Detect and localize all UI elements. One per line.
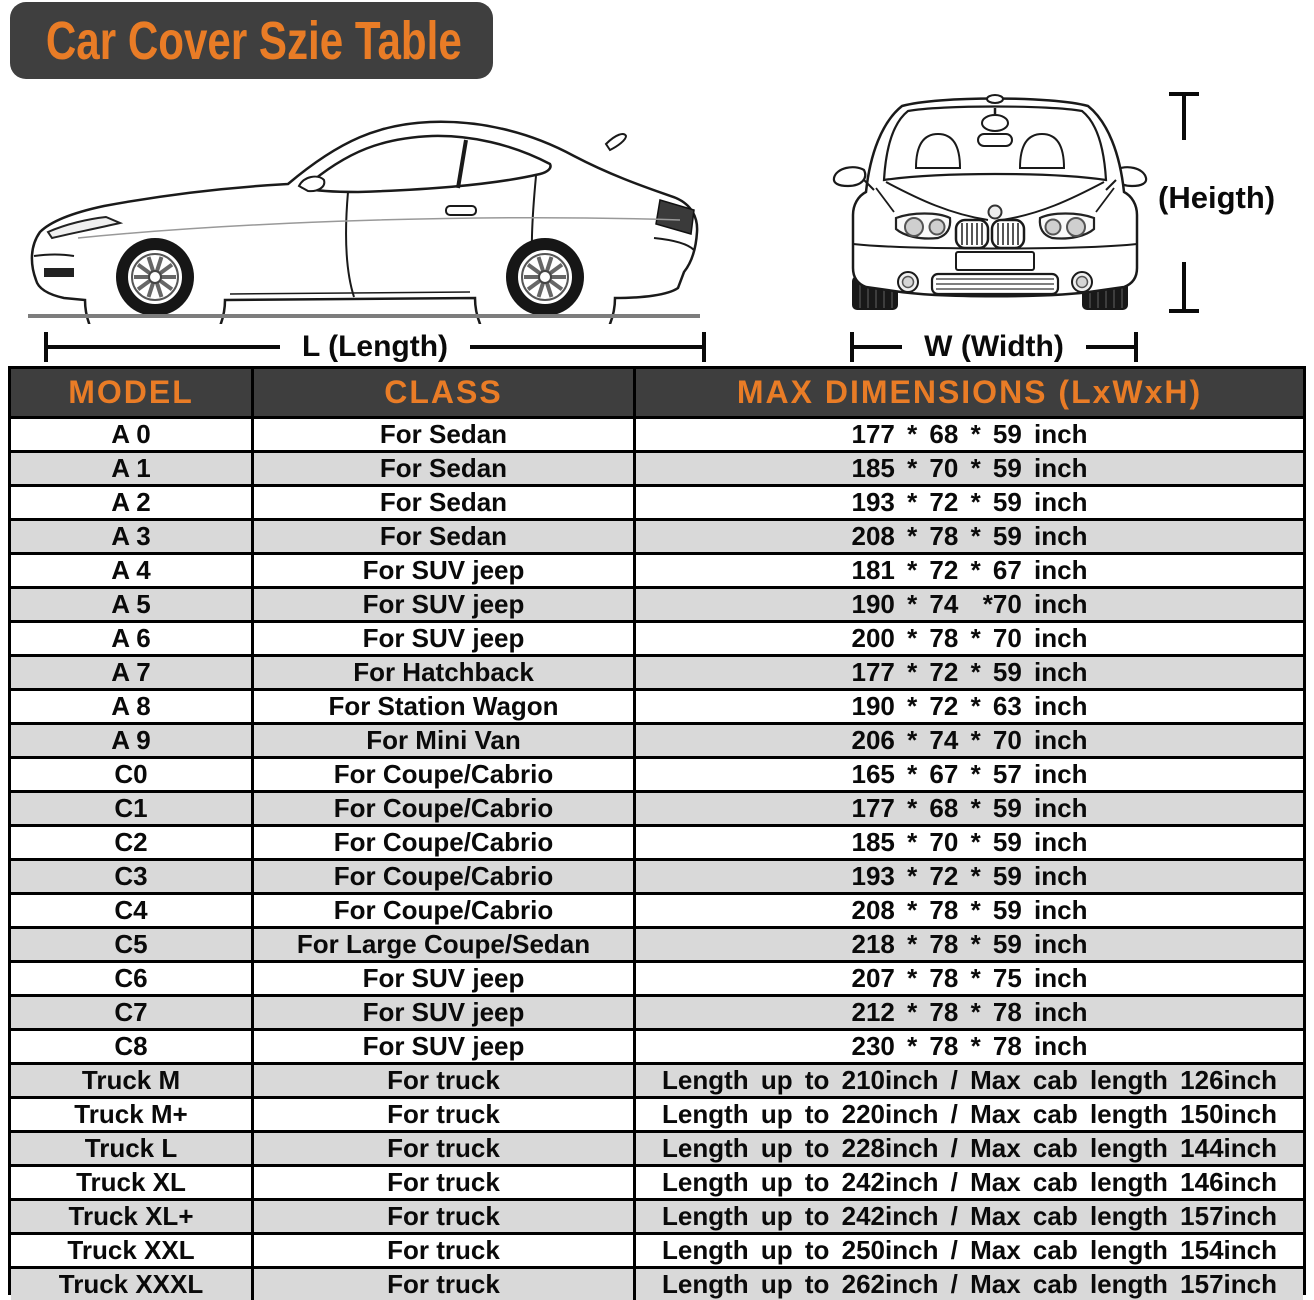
cell-model: A 0 xyxy=(111,419,151,449)
cell-model: C8 xyxy=(114,1031,148,1061)
table-row xyxy=(11,1062,1303,1096)
cell-dimensions: Length up to 250inch / Max cab length 154inch xyxy=(633,1235,1303,1266)
cell-dimensions: 177 * 72 * 59 inch xyxy=(633,657,1303,688)
cell-class: For Sedan xyxy=(251,419,633,450)
cell-class: For truck xyxy=(251,1099,633,1130)
table-row xyxy=(11,1198,1303,1232)
cell-model: A 6 xyxy=(111,623,151,653)
cell-model: A 3 xyxy=(111,521,151,551)
cell-dimensions: Length up to 262inch / Max cab length 157inch xyxy=(633,1269,1303,1300)
width-dimension-marker xyxy=(850,331,1138,363)
cell-class: For Large Coupe/Sedan xyxy=(251,929,633,960)
cell-dimensions: 230 * 78 * 78 inch xyxy=(633,1031,1303,1062)
table-row xyxy=(11,586,1303,620)
cell-model: A 9 xyxy=(111,725,151,755)
page-title: Car Cover Szie Table xyxy=(45,10,462,71)
cell-class: For Sedan xyxy=(251,453,633,484)
cell-class: For truck xyxy=(251,1269,633,1300)
cell-dimensions: 207 * 78 * 75 inch xyxy=(633,963,1303,994)
cell-class: For SUV jeep xyxy=(251,589,633,620)
cell-class: For truck xyxy=(251,1235,633,1266)
cell-class: For SUV jeep xyxy=(251,1031,633,1062)
cell-model: Truck L xyxy=(84,1133,178,1163)
table-header-row xyxy=(11,369,1303,419)
cell-class: For truck xyxy=(251,1065,633,1096)
car-side-view-illustration xyxy=(18,88,708,324)
cell-dimensions: 208 * 78 * 59 inch xyxy=(633,521,1303,552)
cell-model: C6 xyxy=(114,963,148,993)
cell-dimensions: Length up to 242inch / Max cab length 157inch xyxy=(633,1201,1303,1232)
table-row xyxy=(11,824,1303,858)
table-row xyxy=(11,790,1303,824)
cell-model: Truck XL xyxy=(76,1167,186,1197)
cell-dimensions: 212 * 78 * 78 inch xyxy=(633,997,1303,1028)
car-dimensions-diagram xyxy=(0,80,1314,366)
cell-model: A 7 xyxy=(111,657,151,687)
dimension-line xyxy=(1182,262,1186,310)
height-label: (Heigth) xyxy=(1158,180,1276,215)
table-row xyxy=(11,1232,1303,1266)
table-row xyxy=(11,552,1303,586)
dimension-tick xyxy=(702,332,706,362)
table-row xyxy=(11,484,1303,518)
cell-dimensions: Length up to 228inch / Max cab length 144inch xyxy=(633,1133,1303,1164)
cell-class: For Coupe/Cabrio xyxy=(251,895,633,926)
cell-class: For SUV jeep xyxy=(251,623,633,654)
cell-dimensions: 193 * 72 * 59 inch xyxy=(633,487,1303,518)
cell-model: C2 xyxy=(114,827,148,857)
cell-dimensions: 218 * 78 * 59 inch xyxy=(633,929,1303,960)
table-row xyxy=(11,994,1303,1028)
cell-class: For truck xyxy=(251,1133,633,1164)
size-table xyxy=(8,366,1306,1299)
cell-dimensions: 200 * 78 * 70 inch xyxy=(633,623,1303,654)
cell-class: For Coupe/Cabrio xyxy=(251,861,633,892)
cell-dimensions: 208 * 78 * 59 inch xyxy=(633,895,1303,926)
dimension-tick xyxy=(1169,309,1199,313)
dimension-line xyxy=(1182,92,1186,140)
cell-model: Truck XL+ xyxy=(68,1201,194,1231)
cell-dimensions: 177 * 68 * 59 inch xyxy=(633,793,1303,824)
cell-model: Truck M+ xyxy=(74,1099,188,1129)
cell-class: For SUV jeep xyxy=(251,555,633,586)
table-row xyxy=(11,858,1303,892)
cell-model: C0 xyxy=(114,759,148,789)
cell-class: For SUV jeep xyxy=(251,997,633,1028)
cell-model: A 5 xyxy=(111,589,151,619)
cell-class: For Sedan xyxy=(251,487,633,518)
table-row xyxy=(11,620,1303,654)
cell-model: Truck XXL xyxy=(67,1235,195,1265)
cell-model: A 8 xyxy=(111,691,151,721)
table-row xyxy=(11,419,1303,450)
width-label: W (Width) xyxy=(924,330,1064,363)
table-row xyxy=(11,926,1303,960)
table-row xyxy=(11,892,1303,926)
cell-model: A 4 xyxy=(111,555,151,585)
cell-class: For Coupe/Cabrio xyxy=(251,793,633,824)
cell-dimensions: 185 * 70 * 59 inch xyxy=(633,453,1303,484)
table-row xyxy=(11,450,1303,484)
table-row xyxy=(11,722,1303,756)
dimension-line xyxy=(854,345,902,349)
length-dimension-marker xyxy=(44,331,706,363)
table-row xyxy=(11,1028,1303,1062)
cell-dimensions: Length up to 210inch / Max cab length 126inch xyxy=(633,1065,1303,1096)
cell-model: C3 xyxy=(114,861,148,891)
length-label: L (Length) xyxy=(301,330,449,363)
cell-dimensions: 190 * 74 *70 inch xyxy=(633,589,1303,620)
cell-model: A 1 xyxy=(111,453,151,483)
cell-model: Truck XXXL xyxy=(58,1269,204,1299)
cell-model: C4 xyxy=(114,895,148,925)
cell-class: For Coupe/Cabrio xyxy=(251,759,633,790)
cell-dimensions: 177 * 68 * 59 inch xyxy=(633,419,1303,450)
column-header-model: MODEL xyxy=(68,374,194,410)
cell-class: For truck xyxy=(251,1167,633,1198)
table-row xyxy=(11,960,1303,994)
table-row xyxy=(11,1130,1303,1164)
cell-dimensions: 165 * 67 * 57 inch xyxy=(633,759,1303,790)
ground-line xyxy=(28,314,700,318)
column-header-class: CLASS xyxy=(251,369,633,416)
title-banner xyxy=(10,2,493,79)
cell-dimensions: 193 * 72 * 59 inch xyxy=(633,861,1303,892)
table-row xyxy=(11,518,1303,552)
cell-model: C5 xyxy=(114,929,148,959)
cell-model: A 2 xyxy=(111,487,151,517)
cell-dimensions: 181 * 72 * 67 inch xyxy=(633,555,1303,586)
cell-model: C1 xyxy=(114,793,148,823)
car-front-view-illustration xyxy=(820,82,1160,318)
cell-class: For Station Wagon xyxy=(251,691,633,722)
cell-class: For Mini Van xyxy=(251,725,633,756)
cell-class: For truck xyxy=(251,1201,633,1232)
dimension-tick xyxy=(1134,332,1138,362)
cell-dimensions: 185 * 70 * 59 inch xyxy=(633,827,1303,858)
cell-class: For Hatchback xyxy=(251,657,633,688)
cell-class: For SUV jeep xyxy=(251,963,633,994)
dimension-line xyxy=(48,345,280,349)
table-row xyxy=(11,1096,1303,1130)
cell-dimensions: 190 * 72 * 63 inch xyxy=(633,691,1303,722)
table-body xyxy=(11,419,1303,1300)
table-row xyxy=(11,688,1303,722)
cell-dimensions: Length up to 220inch / Max cab length 150inch xyxy=(633,1099,1303,1130)
column-header-max-dimensions: MAX DIMENSIONS (LxWxH) xyxy=(633,369,1303,416)
table-row xyxy=(11,1164,1303,1198)
cell-dimensions: Length up to 242inch / Max cab length 146inch xyxy=(633,1167,1303,1198)
cell-class: For Sedan xyxy=(251,521,633,552)
cell-class: For Coupe/Cabrio xyxy=(251,827,633,858)
dimension-line xyxy=(1086,345,1134,349)
cell-model: Truck M xyxy=(81,1065,181,1095)
cell-model: C7 xyxy=(114,997,148,1027)
dimension-line xyxy=(470,345,702,349)
table-row xyxy=(11,756,1303,790)
table-row xyxy=(11,654,1303,688)
cell-dimensions: 206 * 74 * 70 inch xyxy=(633,725,1303,756)
